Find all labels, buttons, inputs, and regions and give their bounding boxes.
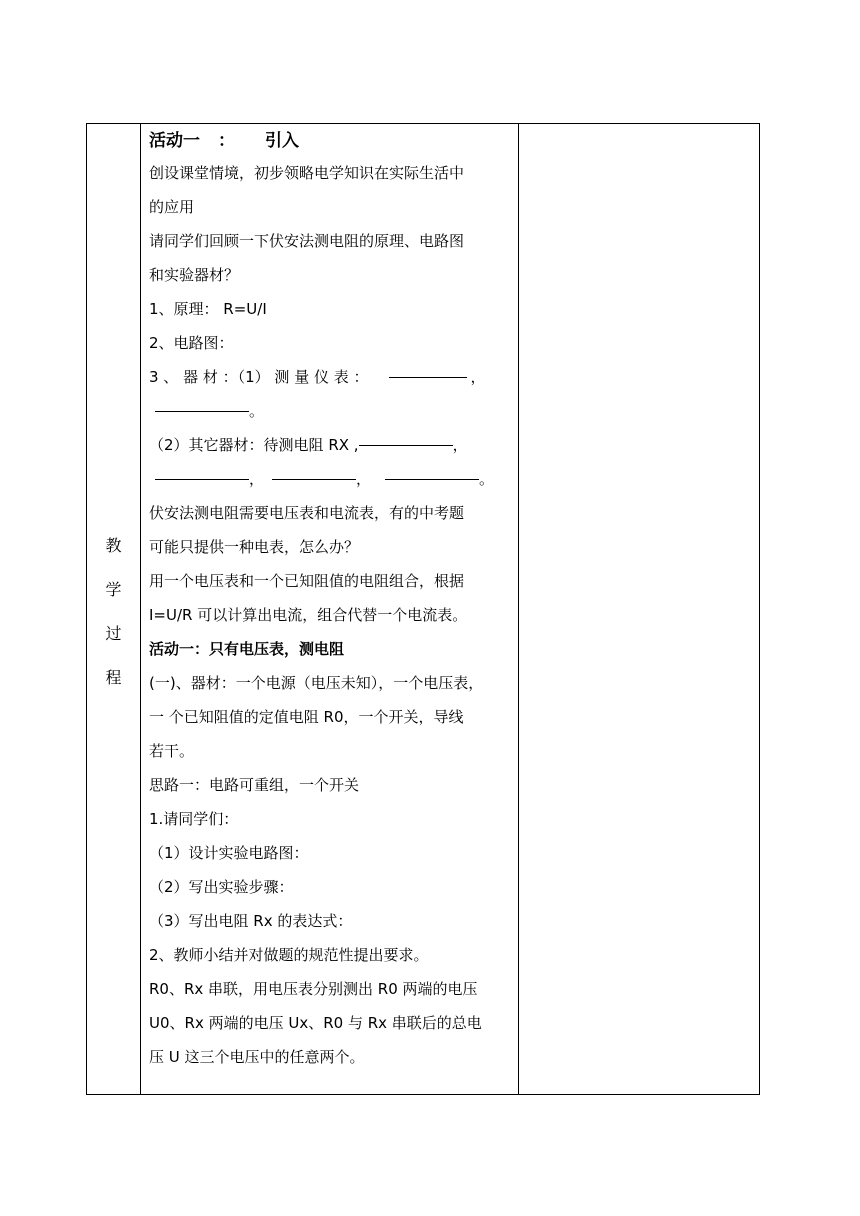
text-line: （1）设计实验电路图： (149, 844, 309, 862)
text-line: 1.请同学们： (149, 810, 239, 828)
label-char: 过 (105, 624, 122, 643)
text-line: 压 U 这三个电压中的任意两个。 (149, 1048, 365, 1066)
fill-blank[interactable] (389, 376, 467, 378)
text-line: 伏安法测电阻需要电压表和电流表，有的中考题 (149, 504, 465, 522)
text-line: 若干。 (149, 742, 195, 760)
section-label (87, 524, 140, 700)
text-line: 用一个电压表和一个已知阻值的电阻组合，根据 (149, 572, 465, 590)
text-line: 可能只提供一种电表，怎么办？ (149, 538, 360, 556)
label-char: 程 (105, 668, 122, 687)
text-segment: ， (452, 436, 468, 454)
activity-heading (149, 128, 513, 156)
text-line: I=U/R 可以计算出电流，组合代替一个电流表。 (149, 606, 468, 624)
text-line: 1、原理： R=U/I (149, 300, 267, 318)
fill-blank[interactable] (359, 444, 453, 446)
fill-blank[interactable] (155, 478, 249, 480)
text-line: (一)、器材：一个电源（电压未知），一个电压表， (149, 674, 484, 692)
column-divider (140, 124, 141, 1094)
text-line (149, 428, 513, 462)
text-segment: ， (356, 470, 372, 488)
text-segment: 。 (249, 402, 265, 420)
column-divider (518, 124, 519, 1094)
activity-title: 活动一 (149, 131, 200, 151)
text-line: 请同学们回顾一下伏安法测电阻的原理、电路图 (149, 232, 465, 250)
text-line: （2）写出实验步骤： (149, 878, 294, 896)
label-char: 教 (105, 536, 122, 555)
text-segment: 3 、 器 材 ：（1） 测 量 仪 表 ： (149, 368, 369, 386)
label-char: 学 (105, 580, 122, 599)
text-line: 思路一：电路可重组，一个开关 (149, 776, 360, 794)
lesson-content (149, 128, 513, 1074)
text-line: 和实验器材？ (149, 266, 240, 284)
text-line: 的应用 (149, 198, 195, 216)
text-line: 2、电路图： (149, 334, 234, 352)
text-line (149, 462, 513, 496)
text-line (149, 360, 513, 394)
text-segment: ， (470, 368, 486, 386)
fill-blank[interactable] (155, 410, 249, 412)
activity-subtitle: 引入 (265, 131, 299, 151)
lesson-table (86, 123, 760, 1095)
activity-colon: ： (218, 131, 235, 151)
text-line: R0、Rx 串联，用电压表分别测出 R0 两端的电压 (149, 980, 478, 998)
text-line: 2、教师小结并对做题的规范性提出要求。 (149, 946, 429, 964)
activity-heading: 活动一：只有电压表，测电阻 (149, 640, 345, 658)
text-line (149, 394, 513, 428)
text-line: （3）写出电阻 Rx 的表达式： (149, 912, 353, 930)
text-line: U0、Rx 两端的电压 Ux、R0 与 Rx 串联后的总电 (149, 1014, 482, 1032)
fill-blank[interactable] (385, 478, 479, 480)
text-line: 创设课堂情境，初步领略电学知识在实际生活中 (149, 164, 465, 182)
text-segment: ， (249, 470, 265, 488)
text-line: 一 个已知阻值的定值电阻 R0，一个开关，导线 (149, 708, 464, 726)
text-segment: （2）其它器材：待测电阻 RX , (149, 436, 359, 454)
text-segment: 。 (479, 470, 495, 488)
fill-blank[interactable] (272, 478, 356, 480)
